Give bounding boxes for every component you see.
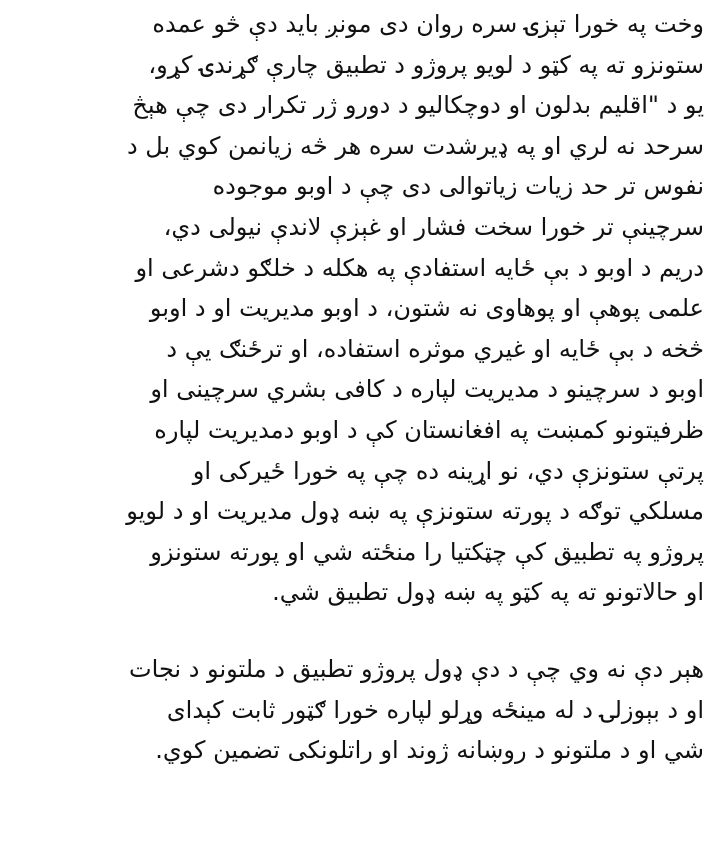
paragraph-2 <box>14 649 704 771</box>
text-line: وخت په خورا تېزۍ سره روان دی مونږ باید دې څو عمده <box>152 10 704 38</box>
text-line: ظرفیتونو کمښت په افغانستان کې د اوبو دمدیریت لپاره <box>154 415 704 444</box>
text-line: سرچینې تر خورا سخت فشار او غېزې لاندې نیولی دي، <box>163 212 704 241</box>
text-line: څخه د بې ځایه او غیري موثره استفاده، او ترځنګ یې د <box>166 334 704 363</box>
text-line: نفوس تر حد زیات زیاتوالی دی چې د اوبو موجوده <box>212 172 704 201</box>
text-line: او حالاتونو ته په کټو په ښه ډول تطبیق شي. <box>272 578 704 607</box>
text-line: علمی پوهې او پوهاوی نه شتون، د اوبو مدیریت او د اوبو <box>149 294 704 323</box>
text-line: یو د "اقلیم بدلون او دوچکالیو د دورو ژر تکرار دی چې هېڅ <box>132 91 704 120</box>
text-line: هېر دې نه وي چې د دې ډول پروژو تطبیق د ملتونو د نجات <box>129 654 704 683</box>
text-line: دریم د اوبو د بې ځایه استفادې په هکله د خلګو دشرعی او <box>135 253 704 282</box>
text-line: شي او د ملتونو د روښانه ژوند او راتلونکی تضمین کوي. <box>155 736 704 765</box>
text-line: مسلکي توګه د پورته ستونزې په ښه ډول مدیریت او د لویو <box>126 497 704 526</box>
text-line: سرحد نه لري او په ډیرشدت سره هر څه زیانمن کوي بل د <box>126 131 704 160</box>
text-line: پروژو په تطبیق کې چټکتیا را منځته شي او پورته ستونزو <box>150 537 704 566</box>
paragraph-gap <box>14 613 704 649</box>
text-line: اوبو د سرچینو د مدیریت لپاره د کافی بشري سرچینی او <box>150 375 704 404</box>
paragraph-1 <box>14 4 704 613</box>
text-line: پرتې ستونزې دي، نو اړینه ده چې په خورا ځیرکی او <box>192 456 704 485</box>
text-line: ستونزو ته په کټو د لویو پروژو د تطبیق چارې ګړندۍ کړو، <box>148 50 704 79</box>
text-line: او د بېوزلۍ د له مینځه وړلو لپاره خورا ګټور ثابت کېدای <box>166 695 704 724</box>
